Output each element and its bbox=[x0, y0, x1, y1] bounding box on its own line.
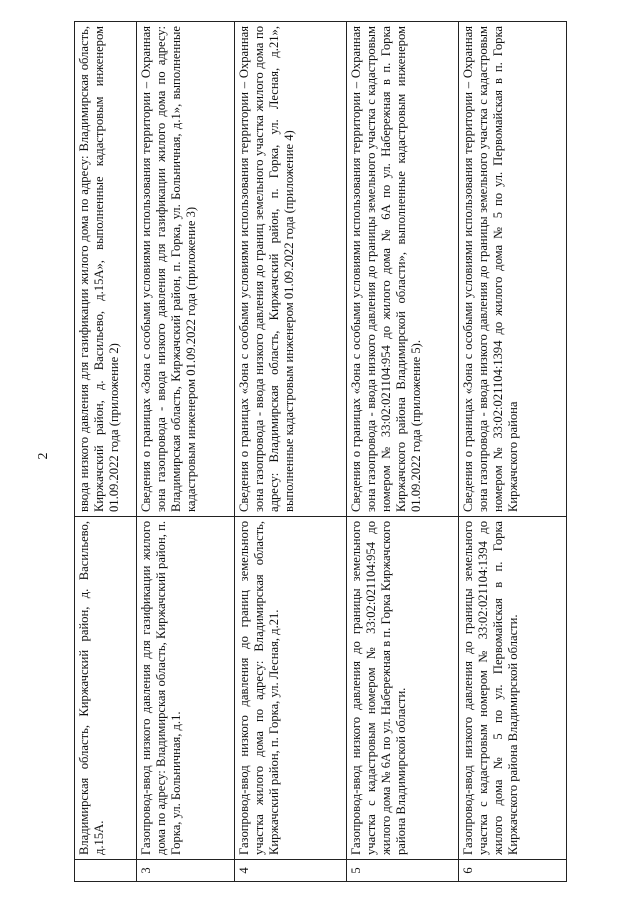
zone-info: ввода низкого давления для газификации жилого дома по адресу: Владимирская область, Киржачский район, д. Васильево, д.15А», выполненные кадастровым инженером 01.09.2022 года (приложение 2) bbox=[75, 22, 137, 517]
rotated-table-container bbox=[74, 22, 566, 882]
table-row bbox=[235, 22, 347, 882]
object-description: Газопровод-ввод низкого давления для газификации жилого дома по адресу: Владимирская область, Киржачский район, п. Горка, ул. Больничная, д.1. bbox=[137, 517, 235, 860]
row-number: 6 bbox=[459, 860, 567, 882]
object-description: Владимирская область, Киржачский район, д. Васильево, д.15А. bbox=[75, 517, 137, 860]
page-number: 2 bbox=[36, 452, 51, 460]
row-number: 3 bbox=[137, 860, 235, 882]
zones-table bbox=[74, 21, 567, 882]
row-number: 4 bbox=[235, 860, 347, 882]
zone-info: Сведения о границах «Зона с особыми условиями использования территории – Охранная зона газопровода - ввода низкого давления для газификации жилого дома по адресу: Владимирская область, Киржачский район, п. Горка, ул. Больничная, д.1», выполненные кадастровым инженером 01.09.2022 года (приложение 3) bbox=[137, 22, 235, 517]
zone-info: Сведения о границах «Зона с особыми условиями использования территории – Охранная зона газопровода - ввода низкого давления до границы земельного участка с кадастровым номером № 33:02:021104:1394 до жилого дома № 5 по ул. Первомайская в п. Горка Киржачского района bbox=[459, 22, 567, 517]
object-description: Газопровод-ввод низкого давления до границы земельного участка с кадастровым номером № 33:02:021104:954 до жилого дома № 6А по ул. Набережная в п. Горка Киржачского района Владимирской области. bbox=[347, 517, 459, 860]
row-number bbox=[75, 860, 137, 882]
zone-info: Сведения о границах «Зона с особыми условиями использования территории – Охранная зона газопровода - ввода низкого давления до границы земельного участка с кадастровым номером № 33:02:021104:954 до жилого дома № 6А по ул. Набережная в п. Горка Киржачского района Владимирской области», выполненные кадастровым инженером 01.09.2022 года (приложение 5). bbox=[347, 22, 459, 517]
object-description: Газопровод-ввод низкого давления до границ земельного участка жилого дома по адресу: Владимирская область, Киржачский район, п. Горка, ул. Лесная, д.21. bbox=[235, 517, 347, 860]
table-row bbox=[75, 22, 137, 882]
object-description: Газопровод-ввод низкого давления до границы земельного участка с кадастровым номером № 33:02:021104:1394 до жилого дома № 5 по ул. Первомайская в п. Горка Киржачского района Владимирской области. bbox=[459, 517, 567, 860]
zone-info: Сведения о границах «Зона с особыми условиями использования территории – Охранная зона газопровода - ввода низкого давления до границ земельного участка жилого дома по адресу: Владимирская область, Киржачский район, п. Горка, ул. Лесная, д.21», выполненные кадастровым инженером 01.09.2022 года (приложение 4) bbox=[235, 22, 347, 517]
row-number: 5 bbox=[347, 860, 459, 882]
table-row bbox=[347, 22, 459, 882]
table-row bbox=[137, 22, 235, 882]
table-row bbox=[459, 22, 567, 882]
